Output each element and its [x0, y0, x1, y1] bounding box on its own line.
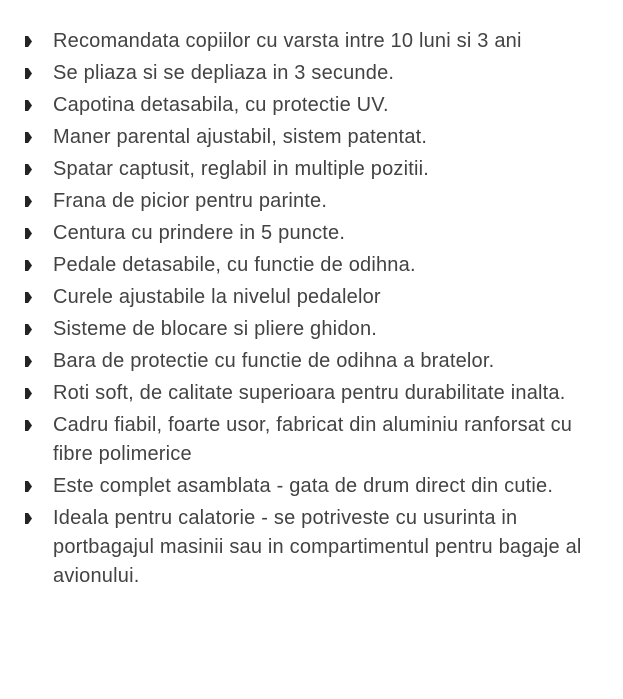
feature-list: [18, 27, 605, 591]
feature-text: Este complet asamblata - gata de drum direct din cutie.: [53, 475, 554, 497]
list-item: [18, 187, 605, 216]
triangle-bullet-icon: [25, 420, 32, 431]
triangle-bullet-icon: [25, 481, 32, 492]
feature-text: Curele ajustabile la nivelul pedalelor: [53, 286, 381, 308]
feature-text: Bara de protectie cu functie de odihna a bratelor.: [53, 350, 495, 372]
feature-text: Pedale detasabile, cu functie de odihna.: [53, 254, 416, 276]
list-item: [18, 91, 605, 120]
triangle-bullet-icon: [25, 292, 32, 303]
list-item: [18, 504, 605, 591]
feature-text: Cadru fiabil, foarte usor, fabricat din aluminiu ranforsat cu fibre polimerice: [53, 414, 573, 465]
list-item: [18, 123, 605, 152]
list-item: [18, 347, 605, 376]
list-item: [18, 283, 605, 312]
triangle-bullet-icon: [25, 388, 32, 399]
triangle-bullet-icon: [25, 100, 32, 111]
list-item: [18, 219, 605, 248]
feature-text: Sisteme de blocare si pliere ghidon.: [53, 318, 378, 340]
feature-text: Frana de picior pentru parinte.: [53, 190, 328, 212]
feature-text: Se pliaza si se depliaza in 3 secunde.: [53, 62, 395, 84]
triangle-bullet-icon: [25, 324, 32, 335]
triangle-bullet-icon: [25, 228, 32, 239]
feature-text: Recomandata copiilor cu varsta intre 10 luni si 3 ani: [53, 30, 522, 52]
triangle-bullet-icon: [25, 68, 32, 79]
feature-text: Centura cu prindere in 5 puncte.: [53, 222, 346, 244]
list-item: [18, 315, 605, 344]
list-item: [18, 59, 605, 88]
triangle-bullet-icon: [25, 356, 32, 367]
list-item: [18, 411, 605, 469]
triangle-bullet-icon: [25, 260, 32, 271]
list-item: [18, 155, 605, 184]
triangle-bullet-icon: [25, 196, 32, 207]
list-item: [18, 472, 605, 501]
feature-text: Roti soft, de calitate superioara pentru durabilitate inalta.: [53, 382, 566, 404]
triangle-bullet-icon: [25, 164, 32, 175]
feature-text: Ideala pentru calatorie - se potriveste cu usurinta in portbagajul masinii sau in compartimentul pentru bagaje al avionului.: [53, 507, 582, 587]
triangle-bullet-icon: [25, 132, 32, 143]
feature-text: Capotina detasabila, cu protectie UV.: [53, 94, 389, 116]
list-item: [18, 251, 605, 280]
list-item: [18, 379, 605, 408]
feature-text: Spatar captusit, reglabil in multiple pozitii.: [53, 158, 430, 180]
list-item: [18, 27, 605, 56]
triangle-bullet-icon: [25, 513, 32, 524]
triangle-bullet-icon: [25, 36, 32, 47]
feature-text: Maner parental ajustabil, sistem patentat.: [53, 126, 428, 148]
